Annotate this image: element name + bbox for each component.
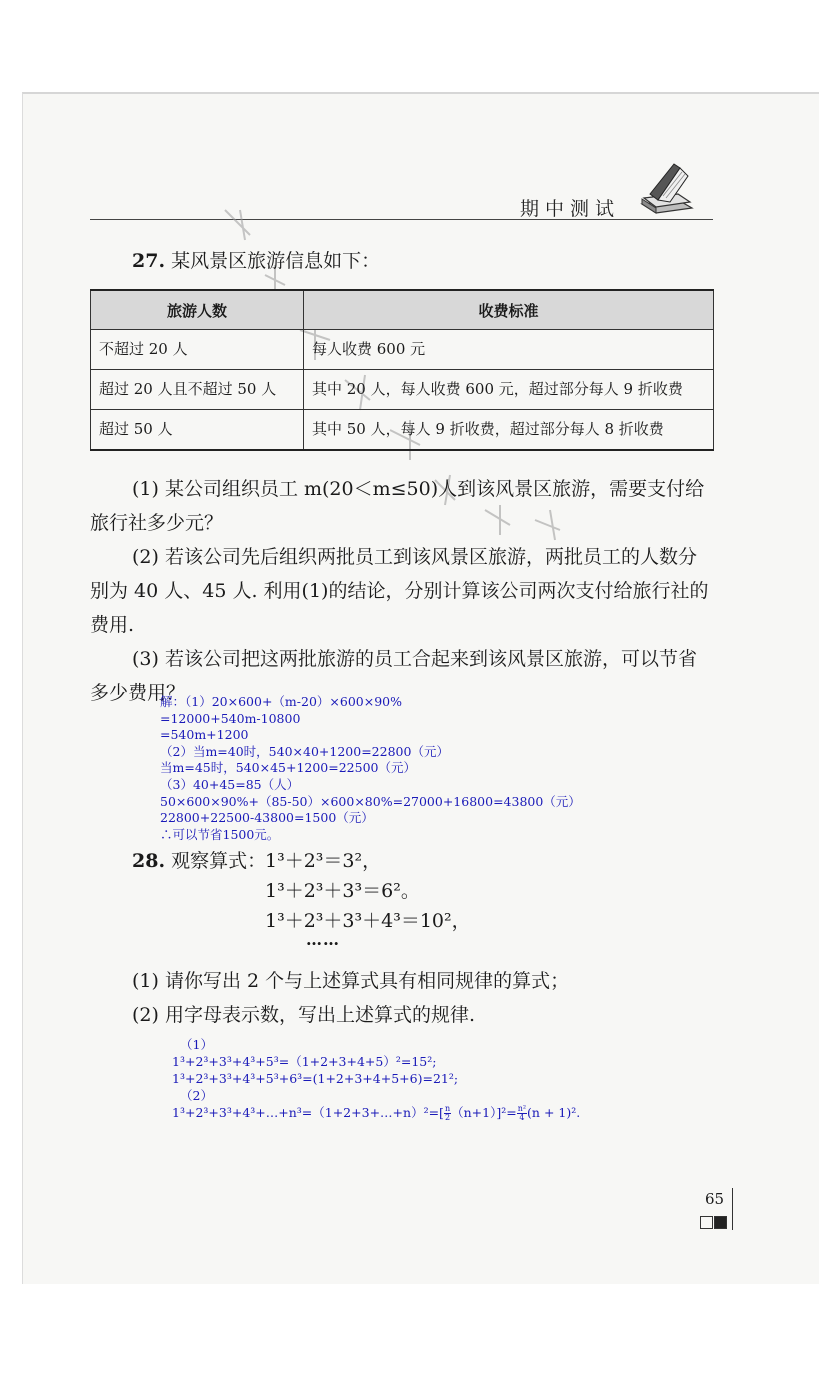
line3-prefix: 1³+2³+3³+4³+…+n³=（1+2+3+…+n）²=[ xyxy=(172,1105,444,1120)
equation-3: 1³＋2³＋3³＋4³＝10²， xyxy=(265,910,471,932)
q28-part2: (2) 用字母表示数，写出上述算式的规律. xyxy=(132,1004,475,1026)
book-stack-icon xyxy=(638,160,696,216)
answer-line-2: 1³+2³+3³+4³+5³+6³=(1+2+3+4+5+6)=21²; xyxy=(172,1071,459,1086)
answer-line: =12000+540m-10800 xyxy=(160,710,301,726)
q27-number: 27. xyxy=(132,250,166,272)
table-cell: 其中 50 人，每人 9 折收费，超过部分每人 8 折收费 xyxy=(304,410,714,451)
q27-part3: (3) 若该公司把这两批旅游的员工合起来到该风景区旅游，可以节省多少费用？ xyxy=(90,648,697,704)
answer-line: 当m=45时，540×45+1200=22500（元） xyxy=(160,760,416,776)
q27-intro-text: 某风景区旅游信息如下： xyxy=(171,250,381,272)
marker-empty-box xyxy=(700,1216,713,1229)
answer-line: （2）当m=40时，540×40+1200=22800（元） xyxy=(160,743,449,759)
table-header-people: 旅游人数 xyxy=(91,290,304,330)
answer-line: ∴可以节省1500元。 xyxy=(160,826,280,842)
marker-filled-box xyxy=(714,1216,727,1229)
fee-table xyxy=(90,289,714,451)
table-cell: 超过 20 人且不超过 50 人 xyxy=(91,370,304,410)
q28-intro xyxy=(132,846,266,873)
table-header-row xyxy=(91,290,714,330)
table-header-fee: 收费标准 xyxy=(304,290,714,330)
table-cell: 其中 20 人，每人收费 600 元，超过部分每人 9 折收费 xyxy=(304,370,714,410)
answer-line: 解：（1）20×600+（m-20）×600×90% xyxy=(160,694,402,709)
frac-den: 2 xyxy=(444,1113,451,1122)
page-marker xyxy=(700,1212,728,1231)
page-number: 65 xyxy=(705,1190,725,1208)
page-number-bar xyxy=(732,1188,733,1230)
ellipsis: …… xyxy=(306,930,340,949)
q27-part2: (2) 若该公司先后组织两批员工到该风景区旅游，两批员工的人数分别为 40 人、45 人. 利用(1)的结论，分别计算该公司两次支付给旅行社的费用. xyxy=(90,546,709,636)
q27-answer xyxy=(160,694,581,843)
answer-line: =540m+1200 xyxy=(160,727,249,743)
answer-line-3 xyxy=(172,1104,580,1122)
q28-intro-text: 观察算式： xyxy=(171,850,267,872)
table-cell: 超过 50 人 xyxy=(91,410,304,451)
answer-line: （3）40+45=85（人） xyxy=(160,776,300,792)
table-cell: 每人收费 600 元 xyxy=(304,330,714,370)
frac-num: n² xyxy=(517,1104,527,1113)
answer-part2-label: （2） xyxy=(180,1088,213,1103)
q27-intro xyxy=(132,244,380,278)
answer-line: 22800+22500-43800=1500（元） xyxy=(160,810,374,826)
q27-part1: (1) 某公司组织员工 m(20＜m≤50)人到该风景区旅游，需要支付给旅行社多少元？ xyxy=(90,478,705,534)
fraction-n2-over-4 xyxy=(517,1105,527,1122)
q28-part1: (1) 请你写出 2 个与上述算式具有相同规律的算式； xyxy=(132,970,570,992)
answer-line: 50×600×90%+（85-50）×600×80%=27000+16800=43800（元） xyxy=(160,793,581,809)
answer-line-1: 1³+2³+3³+4³+5³=（1+2+3+4+5）²=15²; xyxy=(172,1054,437,1069)
line3-mid: （n+1）]²= xyxy=(451,1105,517,1120)
q28-answer xyxy=(172,1036,580,1122)
table-row xyxy=(91,410,714,451)
equation-2: 1³＋2³＋3³＝6²。 xyxy=(265,880,420,902)
q28-number: 28. xyxy=(132,850,166,872)
table-cell: 不超过 20 人 xyxy=(91,330,304,370)
section-title: 期中测试 xyxy=(520,198,621,220)
frac-den: 4 xyxy=(519,1113,525,1122)
answer-part1-label: （1） xyxy=(180,1037,213,1052)
table-row xyxy=(91,330,714,370)
frac-num: n xyxy=(444,1104,451,1113)
header-rule xyxy=(90,219,713,220)
equation-1: 1³＋2³＝3²， xyxy=(265,850,382,872)
table-row xyxy=(91,370,714,410)
line3-suffix: (n + 1)². xyxy=(527,1105,581,1120)
